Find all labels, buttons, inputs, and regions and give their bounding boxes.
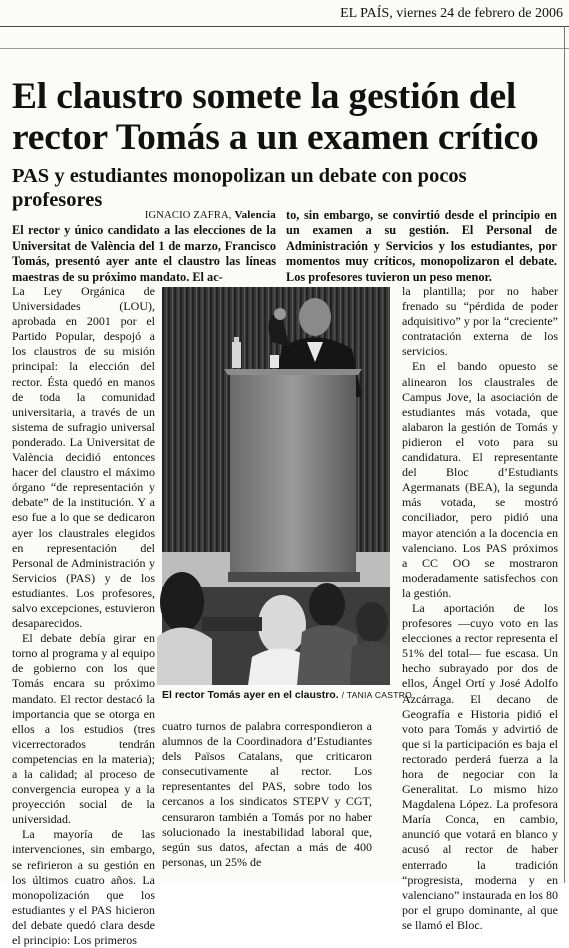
header-rule	[0, 26, 569, 27]
paragraph: La Ley Orgánica de Universidades (LOU), aprobada en 2001 por el Partido Popular, despojó a los claustros de su misión principal: la elección del rector. Ésta quedó en manos de toda la comunidad universitaria, a través de un sistema de sufragio universal ponderado. La Universitat de València decidió entonces hacer del claustro el máximo órgano “de representación y debate” de la institución. Y a eso fue a lo que se dedicaron ayer los claustrales elegidos en representación del Personal de Administración y Servicios (PAS) y de los estudiantes. Los profesores, salvo excepciones, estuvieron desaparecidos.	[12, 284, 155, 631]
headline: El claustro somete la gestión del rector Tomás a un examen crítico	[12, 76, 539, 158]
photo-caption	[162, 689, 413, 701]
caption-text: El rector Tomás ayer en el claustro.	[162, 689, 339, 701]
byline	[12, 208, 276, 223]
photo-credit: / TANIA CASTRO	[341, 690, 413, 700]
paragraph: la plantilla; por no haber frenado su “pérdida de poder adquisitivo” y por la “creciente” contratación externa de los servicios.	[402, 284, 558, 359]
paragraph: La aportación de los profesores —cuyo voto en las elecciones a rector representa el 51% del total— fue escasa. Un hecho subrayado por dos de ellos, Ángel Ortí y José Adolfo Azcárraga. El decano de Geografía e Historia pidió el voto para Tomás y advirtió de que si la participación es baja el rectorado perderá fuerza a la hora de negociar con la Generalitat. Lo mismo hizo Magdalena López. La profesora María Conca, en cambio, anunció que votará en blanco y acusó al rector de haber enterrado la tradición “progresista, moderna y en valenciano” instaurada en los 80 por el grupo dominante, al que se llamó el Bloc.	[402, 600, 558, 932]
lead-left	[12, 208, 276, 285]
masthead: EL PAÍS, viernes 24 de febrero de 2006	[340, 6, 563, 21]
lead-right: to, sin embargo, se convirtió desde el principio en un examen a su gestión. El Personal de Administración y Servicios y los estudiantes, por momentos muy críticos, monopolizaron el debate. Los profesores tuvieron un peso menor.	[286, 208, 557, 284]
paragraph: cuatro turnos de palabra correspondieron a alumnos de la Coordinadora d’Estudiantes dels Països Catalans, que criticaron consecutivamente al rector. Los representantes del PAS, sobre todo los cercanos a los sindicatos STEPV y CGT, censuraron también a Tomás por no haber solucionado la inestabilidad laboral que, según sus datos, afectan a más de 400 personas, un 25% de	[162, 719, 372, 869]
paragraph: En el bando opuesto se alinearon los claustrales de Campus Jove, la asociación de estudiantes más votada, que alabaron la gestión de Tomás y pidieron el voto para su candidatura. El representante del Bloc d’Estudiants Agermanats (BEA), la segunda más votada, se mostró conciliador, pero pidió una mayor atención a la docencia en valenciano. Los PAS próximos a CC OO se mostraron moderadamente satisfechos con la gestión.	[402, 359, 558, 600]
photo-illustration	[162, 287, 390, 685]
body-column-3	[402, 284, 558, 933]
lead-left-text: El rector y único candidato a las elecciones de la Universitat de València del 1 de marzo, Francisco Tomás, presentó ayer ante el claustro las líneas maestras de su próximo mandato. El ac-	[12, 223, 276, 284]
body-column-2	[162, 719, 372, 870]
photo-rector-at-podium	[162, 287, 390, 685]
paragraph: El debate debía girar en torno al programa y al equipo de gobierno con los que Tomás encara su próximo mandato. El rector destacó la importancia que se otorga en ellos a los estudios (tres vicerrectorados tendrán competencias en la materia); a la calidad; al proceso de convergencia europea y a la proyección social de la universidad.	[12, 631, 155, 827]
byline-place: Valencia	[234, 209, 276, 221]
body-column-1	[12, 284, 155, 948]
byline-author: IGNACIO ZAFRA,	[144, 210, 232, 221]
section-rule	[0, 48, 569, 49]
column-border	[564, 26, 565, 883]
subhead: PAS y estudiantes monopolizan un debate con pocos profesores	[12, 165, 467, 211]
paragraph: La mayoría de las intervenciones, sin embargo, se refirieron a su gestión en los últimos cuatro años. La monopolización que los estudiantes y el PAS hicieron del debate quedó clara desde el principio: Los primeros	[12, 827, 155, 948]
